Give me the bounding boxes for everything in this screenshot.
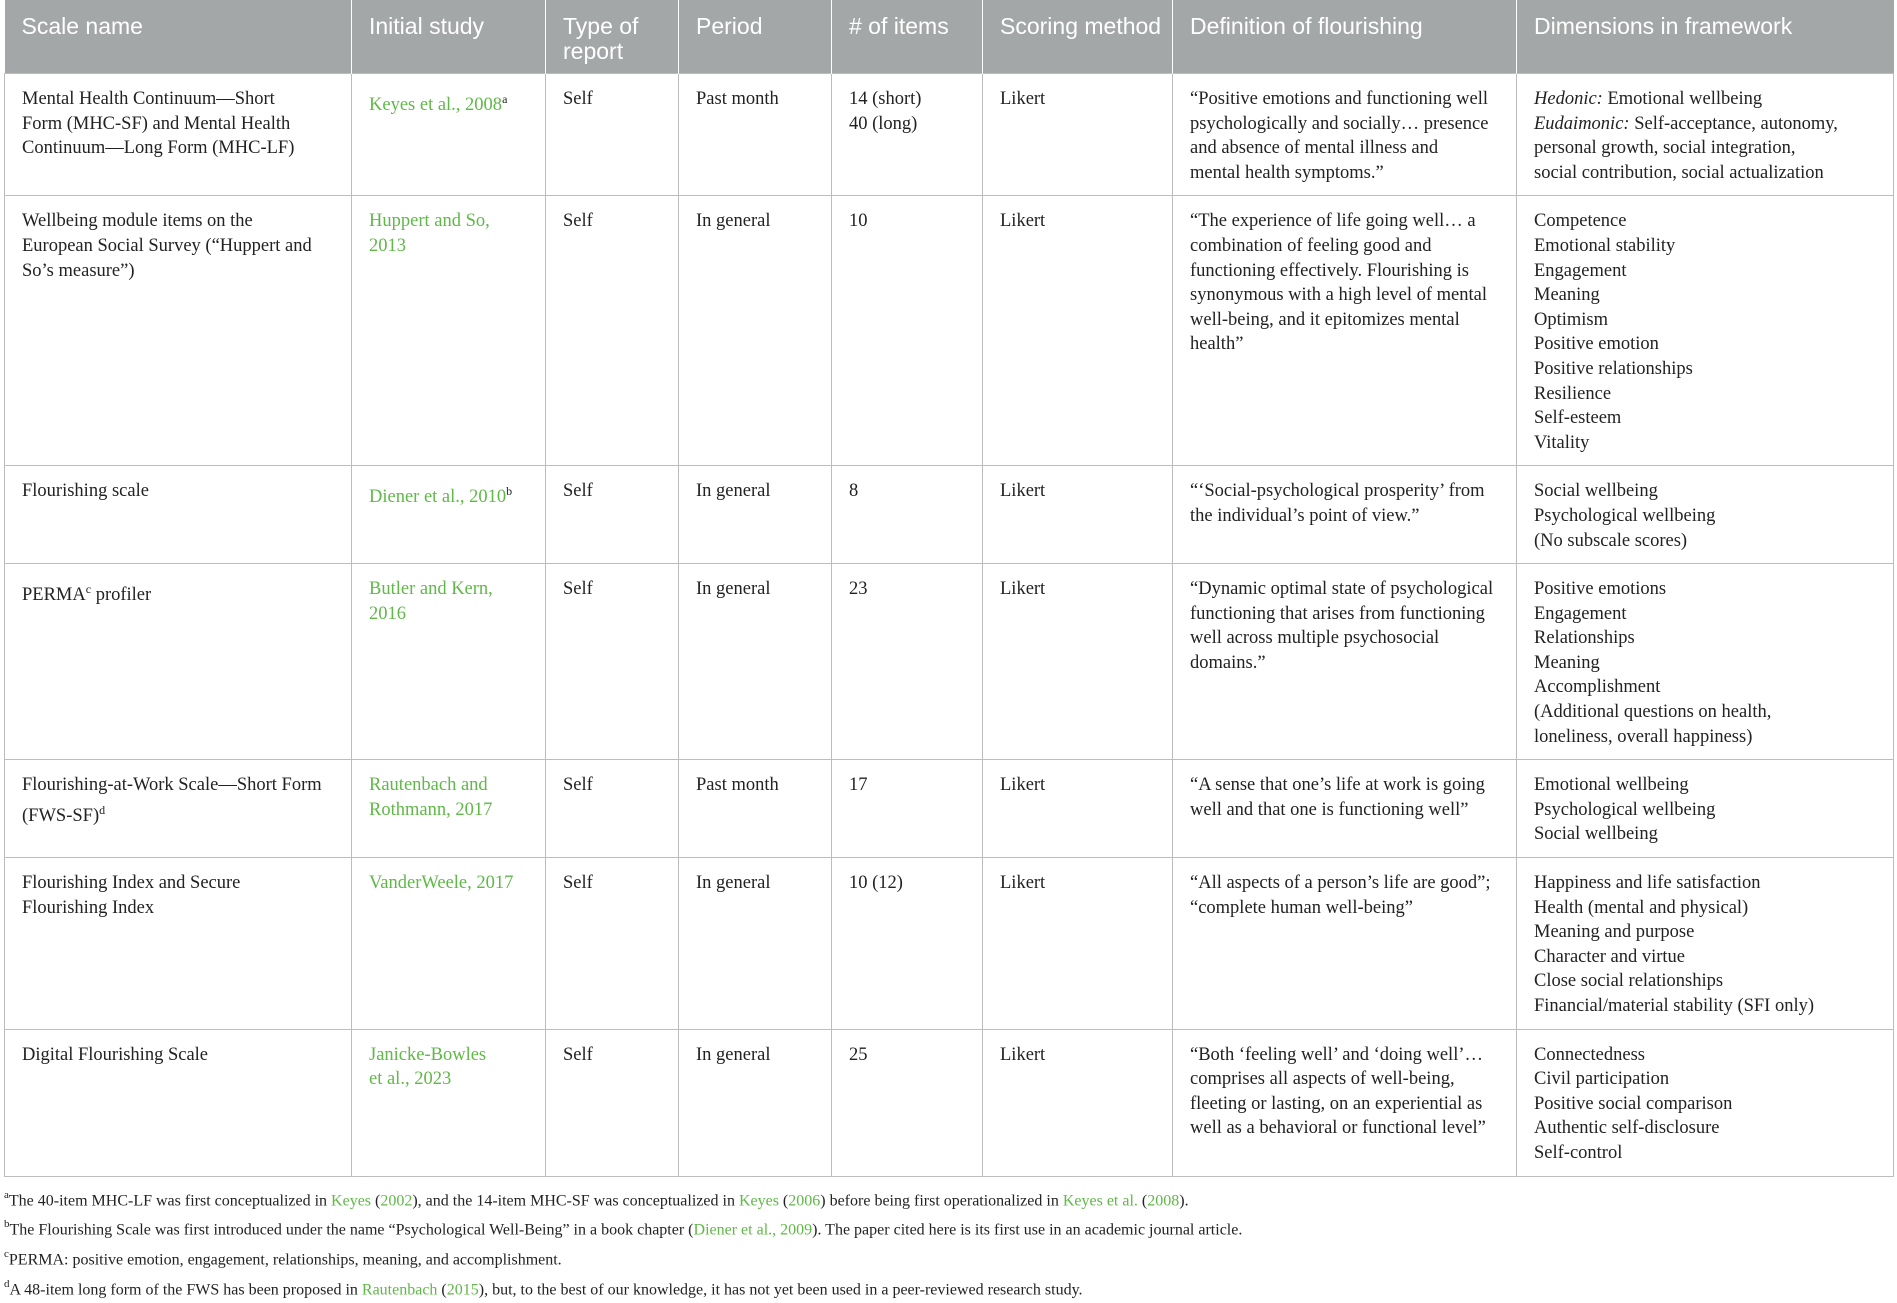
cell-definition xyxy=(1173,74,1517,196)
dimension-line xyxy=(1534,529,1883,554)
definition-line: combination of feeling good and xyxy=(1190,235,1432,256)
cell-scale-name xyxy=(5,858,352,1030)
footnote-text: ), and the 14-item MHC-SF was conceptualized in xyxy=(412,1191,739,1209)
footnote-text: The 40-item MHC-LF was first conceptualized in xyxy=(8,1191,332,1209)
footnote-marker: b xyxy=(506,484,513,499)
dimension-line xyxy=(1534,626,1883,651)
dimension-text: Self-acceptance, autonomy, xyxy=(1634,113,1838,134)
study-citation-link[interactable]: Rothmann, 2017 xyxy=(369,799,493,820)
dimension-text: Positive emotion xyxy=(1534,334,1659,355)
cell-type-of-report: Self xyxy=(546,1029,679,1176)
cell-dimensions xyxy=(1517,74,1894,196)
dimension-text: social contribution, social actualization xyxy=(1534,162,1824,183)
dimension-line xyxy=(1534,896,1883,921)
dimension-line xyxy=(1534,577,1883,602)
dimension-line xyxy=(1534,725,1883,750)
study-line xyxy=(369,87,535,118)
cell-period: In general xyxy=(679,858,832,1030)
dimension-line xyxy=(1534,431,1883,456)
dimension-line xyxy=(1534,308,1883,333)
definition-line: “A sense that one’s life at work is going xyxy=(1190,775,1485,796)
dimension-line xyxy=(1534,112,1883,137)
dimension-text: Self-esteem xyxy=(1534,408,1622,429)
study-line xyxy=(369,234,535,259)
footnote-text: ). The paper cited here is its first use in an academic journal article. xyxy=(812,1221,1243,1239)
cell-initial-study xyxy=(352,466,546,564)
definition-line: functioning that arises from functioning xyxy=(1190,603,1485,624)
dimension-text: Accomplishment xyxy=(1534,677,1661,698)
table-row xyxy=(5,196,1894,466)
cell-scale-name xyxy=(5,564,352,760)
table-row xyxy=(5,466,1894,564)
cell-initial-study xyxy=(352,760,546,858)
definition-line: the individual’s point of view.” xyxy=(1190,505,1420,526)
definition-line: well as a behavioral or functional level” xyxy=(1190,1118,1486,1139)
cell-definition xyxy=(1173,760,1517,858)
definition-line: well-being, and it epitomizes mental xyxy=(1190,309,1460,330)
items-line: 40 (long) xyxy=(849,113,918,134)
cell-num-items xyxy=(832,858,983,1030)
study-citation-link[interactable]: Butler and Kern, xyxy=(369,579,493,600)
footnote-marker: c xyxy=(85,582,92,597)
footnote-mark: d xyxy=(4,1278,10,1291)
footnote-citation-link[interactable]: 2006 xyxy=(788,1191,821,1209)
scale-name-line xyxy=(22,209,341,234)
footnote-text: PERMA: positive emotion, engagement, relationships, meaning, and accomplishment. xyxy=(8,1251,562,1269)
dimension-line xyxy=(1534,1067,1883,1092)
definition-line: comprises all aspects of well-being, xyxy=(1190,1069,1455,1090)
dimension-text: Emotional stability xyxy=(1534,235,1676,256)
dimension-text: Social wellbeing xyxy=(1534,481,1658,502)
footnote-citation-link[interactable]: Keyes xyxy=(738,1191,779,1209)
table-row xyxy=(5,564,1894,760)
footnote-b xyxy=(4,1213,1893,1243)
scale-name-suffix: profiler xyxy=(91,585,152,606)
scale-name-line xyxy=(22,773,341,798)
cell-scoring-method: Likert xyxy=(983,760,1173,858)
footnote-citation-link[interactable]: 2002 xyxy=(380,1191,413,1209)
dimension-text: Resilience xyxy=(1534,383,1612,404)
cell-definition xyxy=(1173,564,1517,760)
cell-scale-name xyxy=(5,196,352,466)
dimension-text: personal growth, social integration, xyxy=(1534,138,1796,159)
cell-period: Past month xyxy=(679,760,832,858)
scale-name-text: Wellbeing module items on the xyxy=(22,211,253,232)
cell-type-of-report: Self xyxy=(546,466,679,564)
dimension-line xyxy=(1534,994,1883,1019)
study-citation-link[interactable]: Diener et al., 2010 xyxy=(369,487,507,508)
dimension-line xyxy=(1534,209,1883,234)
items-line: 25 xyxy=(849,1044,868,1065)
cell-scale-name xyxy=(5,74,352,196)
flourishing-scales-table xyxy=(4,0,1894,1177)
cell-definition xyxy=(1173,466,1517,564)
cell-definition xyxy=(1173,858,1517,1030)
cell-dimensions xyxy=(1517,196,1894,466)
header-initial-study: Initial study xyxy=(352,0,546,74)
cell-scale-name xyxy=(5,466,352,564)
dimension-text: Health (mental and physical) xyxy=(1534,897,1749,918)
dimension-text: Relationships xyxy=(1534,628,1635,649)
cell-type-of-report: Self xyxy=(546,760,679,858)
dimension-text: Social wellbeing xyxy=(1534,824,1658,845)
dimension-line xyxy=(1534,700,1883,725)
dimension-text: (Additional questions on health, xyxy=(1534,702,1772,723)
dimension-text: Vitality xyxy=(1534,432,1590,453)
dimension-text: Positive relationships xyxy=(1534,358,1693,379)
study-citation-link[interactable]: Janicke-Bowles xyxy=(369,1044,487,1065)
study-citation-link[interactable]: 2016 xyxy=(369,603,406,624)
cell-num-items xyxy=(832,466,983,564)
header-scale-name: Scale name xyxy=(5,0,352,74)
scale-name-text: PERMA xyxy=(22,585,86,606)
footnote-text: The Flourishing Scale was first introduced under the name “Psychological Well-Being” in a book chapter ( xyxy=(9,1221,694,1239)
dimension-text: Financial/material stability (SFI only) xyxy=(1534,996,1815,1016)
study-line xyxy=(369,209,535,234)
dimension-line xyxy=(1534,602,1883,627)
study-citation-link[interactable]: et al., 2023 xyxy=(369,1069,452,1090)
dimension-line xyxy=(1534,136,1883,161)
footnote-text: ) before being first operationalized in xyxy=(820,1191,1063,1209)
table-row xyxy=(5,858,1894,1030)
scale-name-text: Mental Health Continuum—Short xyxy=(22,89,275,109)
cell-definition xyxy=(1173,1029,1517,1176)
footnote-d xyxy=(4,1273,1893,1303)
dimension-line xyxy=(1534,675,1883,700)
cell-initial-study xyxy=(352,196,546,466)
items-line: 23 xyxy=(849,579,868,600)
cell-initial-study xyxy=(352,74,546,196)
footnote-citation-link[interactable]: Keyes xyxy=(331,1191,372,1209)
scale-name-line xyxy=(22,1043,341,1068)
cell-num-items xyxy=(832,1029,983,1176)
items-line: 8 xyxy=(849,481,859,502)
items-line: 14 (short) xyxy=(849,89,922,109)
study-citation-link[interactable]: Keyes et al., 2008 xyxy=(369,95,503,116)
header-definition: Definition of flourishing xyxy=(1173,0,1517,74)
definition-line: health” xyxy=(1190,334,1244,355)
dimension-text: Engagement xyxy=(1534,603,1627,624)
header-dimensions: Dimensions in framework xyxy=(1517,0,1894,74)
dimension-text: Self-control xyxy=(1534,1142,1623,1163)
table-row xyxy=(5,74,1894,196)
scale-name-text: Continuum—Long Form (MHC-LF) xyxy=(22,138,295,159)
dimension-prefix: Hedonic: xyxy=(1534,89,1603,109)
footnote-citation-link[interactable]: Diener et al., 2009 xyxy=(693,1221,813,1239)
definition-line: “Dynamic optimal state of psychological xyxy=(1190,579,1494,600)
definition-line: fleeting or lasting, on an experiential as xyxy=(1190,1093,1483,1114)
cell-type-of-report: Self xyxy=(546,564,679,760)
scale-name-text: So’s measure”) xyxy=(22,260,135,281)
cell-num-items xyxy=(832,564,983,760)
dimension-text: Meaning xyxy=(1534,285,1600,306)
dimension-line xyxy=(1534,920,1883,945)
footnote-text: ( xyxy=(437,1281,447,1299)
scale-name-text: Form (MHC-SF) and Mental Health xyxy=(22,113,291,134)
scale-name-line xyxy=(22,136,341,161)
items-line: 10 xyxy=(849,211,868,232)
dimension-line xyxy=(1534,357,1883,382)
dimension-text: Engagement xyxy=(1534,260,1627,281)
items-line: 17 xyxy=(849,775,868,796)
table-body xyxy=(5,74,1894,1177)
definition-line: functioning effectively. Flourishing is xyxy=(1190,260,1469,281)
cell-dimensions xyxy=(1517,1029,1894,1176)
header-row xyxy=(5,0,1894,74)
dimension-text: Character and virtue xyxy=(1534,946,1686,967)
study-line xyxy=(369,1067,535,1092)
definition-line: “The experience of life going well… a xyxy=(1190,211,1476,232)
cell-initial-study xyxy=(352,1029,546,1176)
study-citation-link[interactable]: Huppert and So, xyxy=(369,211,490,232)
cell-scoring-method: Likert xyxy=(983,466,1173,564)
cell-num-items xyxy=(832,74,983,196)
dimension-line xyxy=(1534,773,1883,798)
dimension-text: Authentic self-disclosure xyxy=(1534,1118,1720,1139)
definition-line: “complete human well-being” xyxy=(1190,897,1413,918)
dimension-line xyxy=(1534,798,1883,823)
scale-name-text: Flourishing-at-Work Scale—Short Form xyxy=(22,775,322,796)
scale-name-line xyxy=(22,871,341,896)
dimension-line xyxy=(1534,1043,1883,1068)
cell-type-of-report: Self xyxy=(546,196,679,466)
header-period: Period xyxy=(679,0,832,74)
dimension-text: Emotional wellbeing xyxy=(1534,775,1689,796)
dimension-text: (No subscale scores) xyxy=(1534,530,1688,551)
scale-name-line xyxy=(22,479,341,504)
definition-line: well across multiple psychosocial xyxy=(1190,628,1440,649)
scale-name-line xyxy=(22,259,341,284)
footnote-marker: d xyxy=(99,802,106,817)
footnote-citation-link[interactable]: 2008 xyxy=(1147,1191,1180,1209)
cell-scoring-method: Likert xyxy=(983,564,1173,760)
footnote-mark: c xyxy=(4,1248,9,1261)
study-line xyxy=(369,577,535,602)
footnote-c xyxy=(4,1243,1893,1273)
cell-period: In general xyxy=(679,196,832,466)
dimension-text: Psychological wellbeing xyxy=(1534,505,1716,526)
dimension-text: Connectedness xyxy=(1534,1044,1645,1065)
dimension-text: loneliness, overall happiness) xyxy=(1534,726,1753,747)
header-type-of-report: Type of report xyxy=(546,0,679,74)
scale-name-line xyxy=(22,896,341,921)
footnote-mark: b xyxy=(4,1218,10,1231)
definition-line: well and that one is functioning well” xyxy=(1190,799,1469,820)
items-line: 10 (12) xyxy=(849,873,903,894)
study-citation-link[interactable]: 2013 xyxy=(369,235,406,256)
study-citation-link[interactable]: VanderWeele, 2017 xyxy=(369,873,514,894)
definition-line: domains.” xyxy=(1190,652,1266,673)
table-row xyxy=(5,760,1894,858)
dimension-line xyxy=(1534,283,1883,308)
footnote-citation-link[interactable]: Keyes et al. xyxy=(1062,1191,1138,1209)
definition-line: mental health symptoms.” xyxy=(1190,162,1384,183)
footnote-marker: a xyxy=(502,92,508,106)
definition-line: “Both ‘feeling well’ and ‘doing well’… xyxy=(1190,1044,1484,1065)
footnote-text: ). xyxy=(1179,1191,1189,1209)
footnote-text: A 48-item long form of the FWS has been proposed in xyxy=(9,1281,362,1299)
dimension-text: Meaning xyxy=(1534,652,1600,673)
study-line xyxy=(369,1043,535,1068)
scale-name-line xyxy=(22,234,341,259)
dimension-line xyxy=(1534,87,1883,112)
cell-dimensions xyxy=(1517,858,1894,1030)
cell-period: Past month xyxy=(679,74,832,196)
study-citation-link[interactable]: Rautenbach and xyxy=(369,775,488,796)
dimension-line xyxy=(1534,945,1883,970)
scale-name-text: Digital Flourishing Scale xyxy=(22,1044,209,1065)
cell-period: In general xyxy=(679,564,832,760)
definition-line: and absence of mental illness and xyxy=(1190,138,1439,159)
dimension-line xyxy=(1534,822,1883,847)
dimension-line xyxy=(1534,234,1883,259)
dimension-line xyxy=(1534,969,1883,994)
scale-name-text: Flourishing Index xyxy=(22,897,155,918)
cell-type-of-report: Self xyxy=(546,74,679,196)
scale-name-text: Flourishing scale xyxy=(22,481,149,502)
scale-name-line xyxy=(22,577,341,608)
dimension-line xyxy=(1534,651,1883,676)
cell-scale-name xyxy=(5,760,352,858)
footnote-text: ), but, to the best of our knowledge, it has not yet been used in a peer-reviewed research study. xyxy=(478,1281,1083,1299)
dimension-line xyxy=(1534,1116,1883,1141)
dimension-text: Psychological wellbeing xyxy=(1534,799,1716,820)
cell-num-items xyxy=(832,760,983,858)
footnote-text: ( xyxy=(778,1191,789,1209)
cell-scoring-method: Likert xyxy=(983,74,1173,196)
dimension-line xyxy=(1534,332,1883,357)
definition-line: psychologically and socially… presence xyxy=(1190,113,1489,134)
definition-line: “Positive emotions and functioning well xyxy=(1190,89,1489,109)
cell-period: In general xyxy=(679,466,832,564)
cell-definition xyxy=(1173,196,1517,466)
dimension-text: Meaning and purpose xyxy=(1534,922,1695,943)
footnote-text: ( xyxy=(1137,1191,1148,1209)
scale-name-line xyxy=(22,798,341,829)
definition-line: “All aspects of a person’s life are good”; xyxy=(1190,873,1491,894)
scale-name-text: (FWS-SF) xyxy=(22,806,100,826)
cell-scoring-method: Likert xyxy=(983,1029,1173,1176)
header-num-items: # of items xyxy=(832,0,983,74)
dimension-line xyxy=(1534,504,1883,529)
study-line xyxy=(369,798,535,823)
dimension-text: Positive emotions xyxy=(1534,579,1667,600)
header-scoring-method: Scoring method xyxy=(983,0,1173,74)
dimension-text: Happiness and life satisfaction xyxy=(1534,873,1761,894)
dimension-line xyxy=(1534,479,1883,504)
cell-type-of-report: Self xyxy=(546,858,679,1030)
table-wrapper xyxy=(4,0,1893,1303)
dimension-text: Optimism xyxy=(1534,309,1609,330)
cell-period: In general xyxy=(679,1029,832,1176)
dimension-text: Civil participation xyxy=(1534,1069,1670,1090)
study-line xyxy=(369,871,535,896)
cell-scoring-method: Likert xyxy=(983,196,1173,466)
footnote-citation-link[interactable]: 2015 xyxy=(446,1281,479,1299)
dimension-text: Emotional wellbeing xyxy=(1607,89,1763,109)
dimension-text: Positive social comparison xyxy=(1534,1093,1733,1114)
cell-dimensions xyxy=(1517,564,1894,760)
footnote-text: ( xyxy=(371,1191,381,1209)
dimension-text: Close social relationships xyxy=(1534,971,1724,992)
cell-initial-study xyxy=(352,858,546,1030)
cell-scoring-method: Likert xyxy=(983,858,1173,1030)
dimension-line xyxy=(1534,382,1883,407)
scale-name-text: Flourishing Index and Secure xyxy=(22,873,241,894)
dimension-line xyxy=(1534,1092,1883,1117)
footnotes xyxy=(4,1184,1893,1303)
dimension-text: Competence xyxy=(1534,211,1627,232)
footnote-mark: a xyxy=(4,1188,9,1201)
cell-dimensions xyxy=(1517,466,1894,564)
dimension-line xyxy=(1534,406,1883,431)
scale-name-line xyxy=(22,87,341,112)
study-line xyxy=(369,773,535,798)
footnote-citation-link[interactable]: Rautenbach xyxy=(361,1281,438,1299)
dimension-line xyxy=(1534,161,1883,186)
definition-line: synonymous with a high level of mental xyxy=(1190,285,1487,306)
study-line xyxy=(369,479,535,510)
definition-line: “‘Social-psychological prosperity’ from xyxy=(1190,481,1485,502)
dimension-line xyxy=(1534,1141,1883,1166)
cell-initial-study xyxy=(352,564,546,760)
study-line xyxy=(369,602,535,627)
table-row xyxy=(5,1029,1894,1176)
footnote-a xyxy=(4,1184,1893,1214)
scale-name-text: European Social Survey (“Huppert and xyxy=(22,235,312,256)
cell-num-items xyxy=(832,196,983,466)
dimension-line xyxy=(1534,871,1883,896)
cell-scale-name xyxy=(5,1029,352,1176)
scale-name-line xyxy=(22,112,341,137)
dimension-prefix: Eudaimonic: xyxy=(1534,113,1630,134)
cell-dimensions xyxy=(1517,760,1894,858)
dimension-line xyxy=(1534,259,1883,284)
